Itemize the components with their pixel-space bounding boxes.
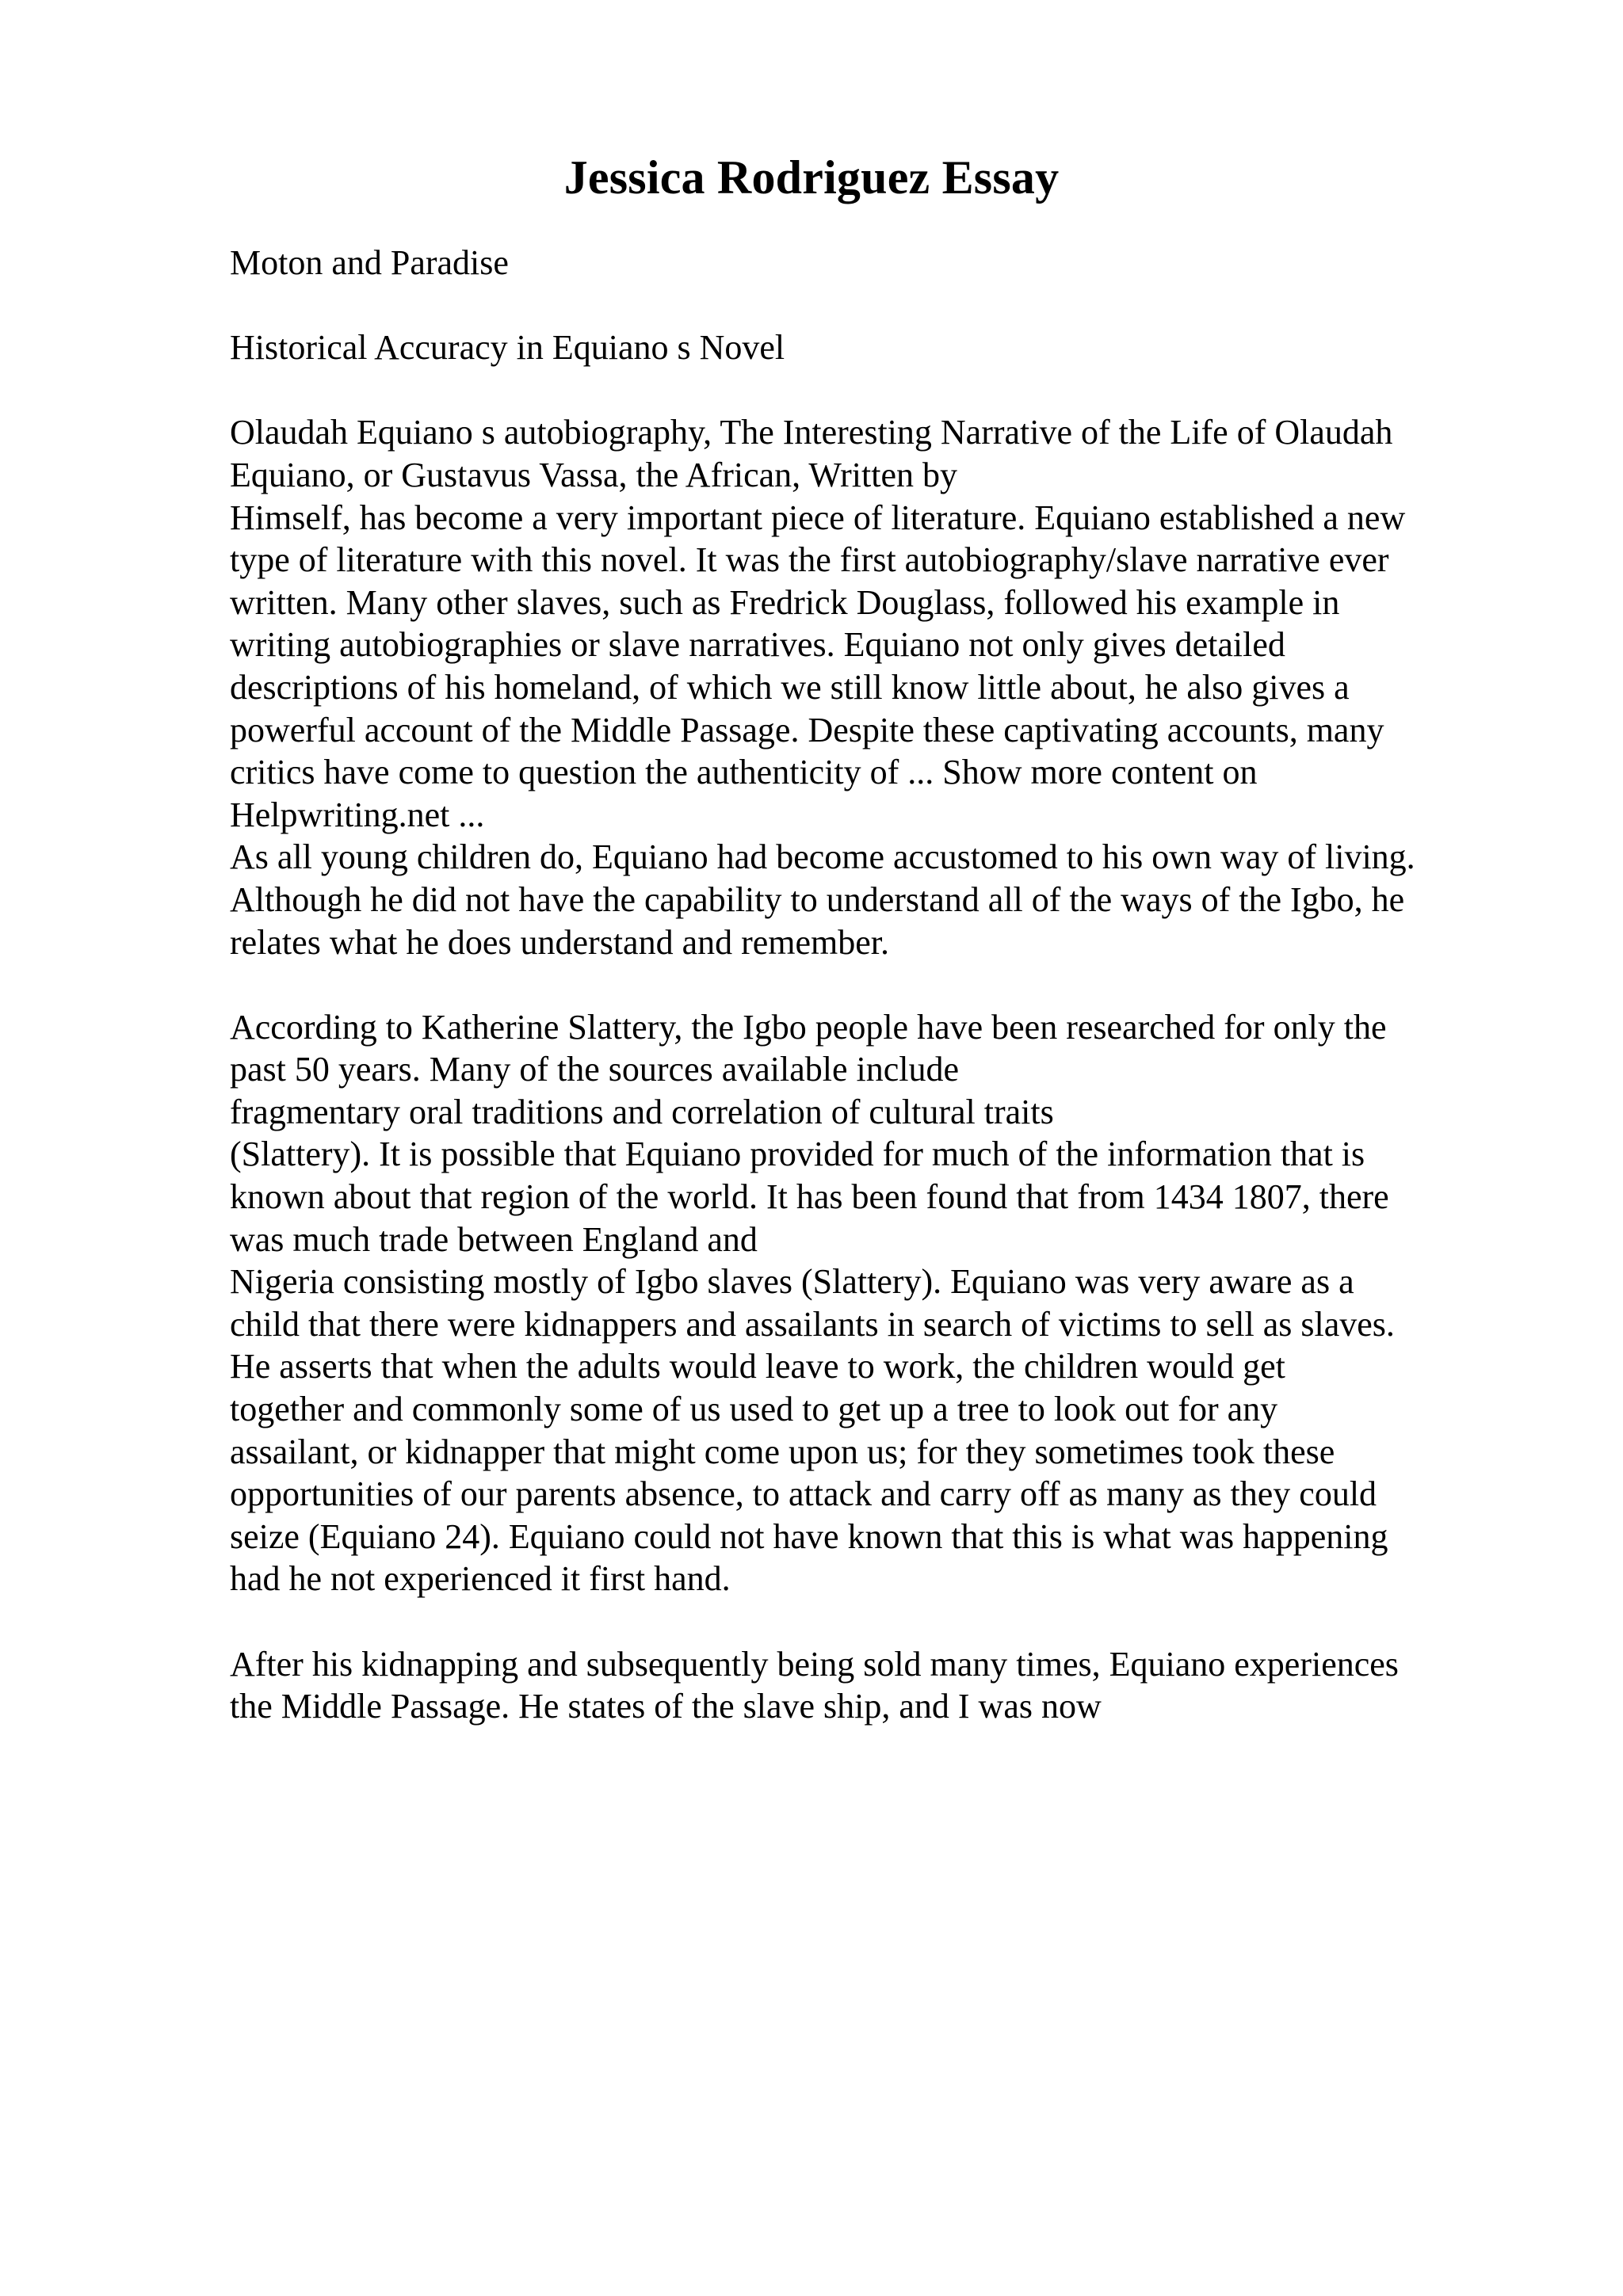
paragraph-line: powerful account of the Middle Passage. Despite these captivating accounts, many bbox=[230, 710, 1384, 749]
paragraph-line: the Middle Passage. He states of the slave ship, and I was now bbox=[230, 1687, 1102, 1726]
paragraph-gap bbox=[230, 369, 1498, 412]
paragraph-line: As all young children do, Equiano had become accustomed to his own way of living. bbox=[230, 837, 1415, 877]
paragraph-line: Nigeria consisting mostly of Igbo slaves (Slattery). Equiano was very aware as a bbox=[230, 1262, 1354, 1302]
essay-heading bbox=[230, 326, 1498, 369]
paragraph-line: known about that region of the world. It has been found that from 1434 1807, there bbox=[230, 1177, 1389, 1217]
paragraph-line: Himself, has become a very important piece of literature. Equiano established a new bbox=[230, 498, 1406, 537]
paragraph-line: past 50 years. Many of the sources available include bbox=[230, 1050, 960, 1089]
paragraph-line: relates what he does understand and remember. bbox=[230, 922, 890, 962]
paragraph-line: descriptions of his homeland, of which we still know little about, he also gives a bbox=[230, 667, 1350, 707]
paragraph-gap bbox=[230, 963, 1498, 1006]
paragraph-line: opportunities of our parents absence, to attack and carry off as many as they could bbox=[230, 1474, 1377, 1514]
document-title: Jessica Rodriguez Essay bbox=[563, 151, 1060, 204]
paragraph-gap bbox=[230, 284, 1498, 327]
subtitle-line: Moton and Paradise bbox=[230, 243, 509, 282]
paragraph-line: assailant, or kidnapper that might come upon us; for they sometimes took these bbox=[230, 1432, 1335, 1471]
paragraph-line: fragmentary oral traditions and correlation of cultural traits bbox=[230, 1092, 1054, 1131]
paragraph-1 bbox=[230, 411, 1498, 963]
paragraph-2 bbox=[230, 1006, 1498, 1600]
paragraph-line: written. Many other slaves, such as Fredrick Douglass, followed his example in bbox=[230, 582, 1340, 622]
paragraph-line: had he not experienced it first hand. bbox=[230, 1559, 731, 1599]
paragraph-3 bbox=[230, 1643, 1498, 1728]
paragraph-line: (Slattery). It is possible that Equiano provided for much of the information that is bbox=[230, 1135, 1365, 1174]
essay-heading-line: Historical Accuracy in Equiano s Novel bbox=[230, 328, 785, 368]
paragraph-line: type of literature with this novel. It was the first autobiography/slave narrative ever bbox=[230, 540, 1389, 580]
paragraph-line: Helpwriting.net ... bbox=[230, 795, 485, 834]
paragraph-gap bbox=[230, 1600, 1498, 1643]
paragraph-line: writing autobiographies or slave narratives. Equiano not only gives detailed bbox=[230, 625, 1285, 665]
paragraph-line: seize (Equiano 24). Equiano could not have known that this is what was happening bbox=[230, 1516, 1388, 1556]
paragraph-line: was much trade between England and bbox=[230, 1219, 758, 1259]
paragraph-line: critics have come to question the authenticity of ... Show more content on bbox=[230, 753, 1258, 792]
paragraph-line: Olaudah Equiano s autobiography, The Interesting Narrative of the Life of Olaudah bbox=[230, 413, 1393, 452]
subtitle bbox=[230, 242, 1498, 284]
paragraph-line: together and commonly some of us used to get up a tree to look out for any bbox=[230, 1390, 1278, 1429]
document-body bbox=[230, 242, 1498, 1728]
paragraph-line: He asserts that when the adults would leave to work, the children would get bbox=[230, 1347, 1285, 1386]
paragraph-line: Although he did not have the capability to understand all of the ways of the Igbo, he bbox=[230, 879, 1405, 919]
paragraph-line: According to Katherine Slattery, the Igbo people have been researched for only the bbox=[230, 1007, 1387, 1047]
paragraph-line: Equiano, or Gustavus Vassa, the African, Written by bbox=[230, 455, 957, 494]
paragraph-line: child that there were kidnappers and assailants in search of victims to sell as slaves. bbox=[230, 1304, 1395, 1344]
paragraph-line: After his kidnapping and subsequently being sold many times, Equiano experiences bbox=[230, 1644, 1399, 1684]
